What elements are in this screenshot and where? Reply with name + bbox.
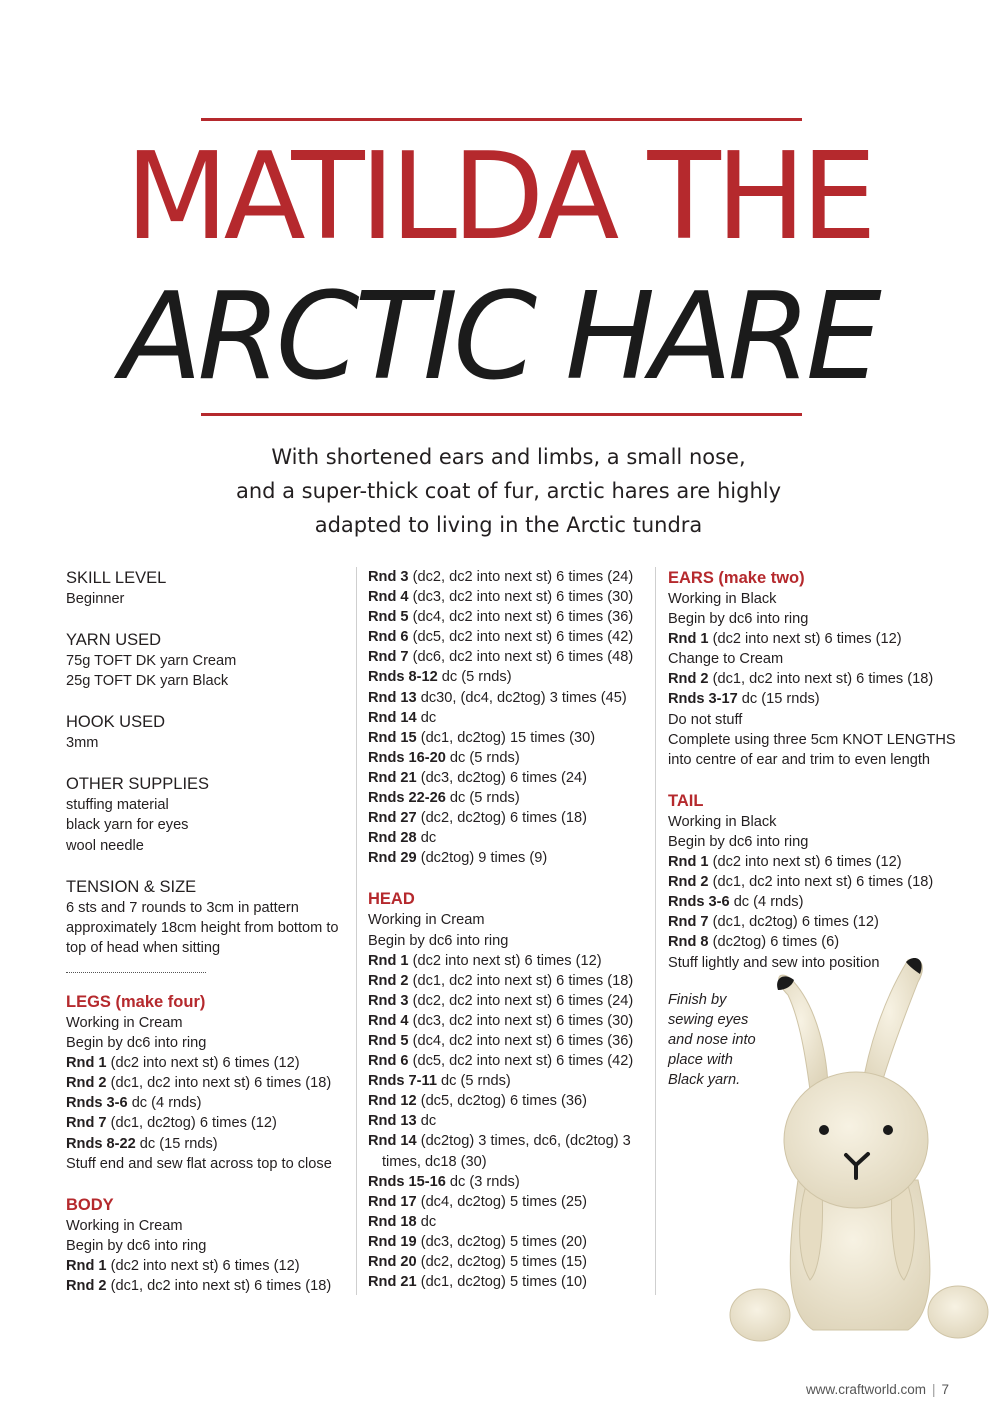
instruction-row <box>368 931 638 951</box>
round-text: (dc1, dc2tog) 5 times (10) <box>416 1274 587 1291</box>
round-label: Rnd 21 <box>368 769 417 786</box>
round-label: Rnd 8 <box>668 934 709 951</box>
page-footer <box>806 1382 949 1397</box>
instruction-row <box>66 1113 346 1133</box>
yarn-used-heading: YARN USED <box>66 631 162 650</box>
skill-level-value: Beginner <box>66 591 125 607</box>
round-text: (dc2tog) 9 times (9) <box>416 850 548 867</box>
round-text: Working in Cream <box>368 912 485 929</box>
round-label: Rnd 7 <box>66 1115 107 1132</box>
supply-line: black yarn for eyes <box>66 817 189 834</box>
yarn-line: 25g TOFT DK yarn Black <box>66 673 229 690</box>
legs-instructions <box>66 1013 346 1174</box>
round-text: Complete using three 5cm KNOT LENGTHS <box>668 731 956 748</box>
body-heading: BODY <box>66 1195 114 1214</box>
round-text: (dc1, dc2tog) 6 times (12) <box>708 914 879 931</box>
ears-heading: EARS (make two) <box>668 569 805 587</box>
head-heading: HEAD <box>368 890 415 909</box>
round-text: Working in Cream <box>66 1217 183 1234</box>
instruction-row <box>368 1071 638 1091</box>
instruction-row <box>668 812 958 832</box>
round-label: Rnd 14 <box>368 709 417 726</box>
instruction-row <box>66 1033 346 1053</box>
round-label: Rnd 3 <box>368 992 409 1009</box>
hook-value: 3mm <box>66 735 99 752</box>
round-text: (dc2, dc2tog) 6 times (18) <box>416 810 587 827</box>
instruction-row <box>368 808 638 828</box>
instruction-row <box>368 1091 638 1111</box>
column-2 <box>368 567 638 1292</box>
round-text: (dc2, dc2tog) 5 times (15) <box>416 1254 587 1270</box>
round-label: Rnd 17 <box>368 1193 417 1210</box>
round-text: Stuff lightly and sew into position <box>668 954 880 971</box>
round-text: dc <box>416 830 437 847</box>
instruction-row <box>668 649 958 669</box>
tension-heading: TENSION & SIZE <box>66 877 197 896</box>
round-label: Rnd 6 <box>368 1053 409 1070</box>
skill-level-heading: SKILL LEVEL <box>66 569 167 587</box>
round-label: Rnd 2 <box>668 874 709 891</box>
instruction-row <box>368 728 638 748</box>
round-text: (dc5, dc2tog) 6 times (36) <box>416 1093 587 1110</box>
round-label: Rnd 1 <box>66 1055 107 1072</box>
ears-instructions <box>668 589 958 770</box>
round-label: Rnd 1 <box>668 631 709 648</box>
standfirst <box>150 440 867 542</box>
instruction-row <box>668 629 958 649</box>
round-label: Rnd 3 <box>368 569 409 585</box>
round-label: Rnd 7 <box>368 649 409 666</box>
round-text: (dc5, dc2 into next st) 6 times (42) <box>408 629 634 646</box>
round-label: Rnd 2 <box>368 972 409 989</box>
standfirst-line: and a super-thick coat of fur, arctic hares are highly <box>235 479 782 503</box>
round-label: Rnds 22-26 <box>368 790 446 807</box>
caption-line: Black yarn. <box>668 1072 741 1089</box>
round-label: Rnds 15-16 <box>368 1173 446 1190</box>
instruction-row <box>668 730 958 750</box>
instruction-row <box>66 1053 346 1073</box>
round-text: Begin by dc6 into ring <box>66 1035 207 1052</box>
caption-line: place with <box>668 1052 733 1069</box>
round-text: (dc2 into next st) 6 times (12) <box>708 631 902 648</box>
round-text: Working in Cream <box>66 1014 183 1031</box>
round-label: Rnd 13 <box>368 689 417 706</box>
instruction-row <box>66 1276 346 1296</box>
instruction-row <box>368 688 638 708</box>
column-divider <box>655 567 656 1295</box>
round-label: Rnd 2 <box>66 1277 107 1294</box>
round-text: dc <box>416 1213 437 1230</box>
instruction-row <box>66 1236 346 1256</box>
round-text: (dc1, dc2tog) 15 times (30) <box>416 729 596 746</box>
instruction-row <box>668 669 958 689</box>
body-instructions <box>66 1216 346 1296</box>
round-label: Rnd 2 <box>66 1075 107 1092</box>
round-text: dc (5 rnds) <box>437 669 512 686</box>
instruction-row <box>368 971 638 991</box>
website-link[interactable]: www.craftworld.com <box>805 1382 926 1397</box>
round-text: (dc2, dc2 into next st) 6 times (24) <box>408 992 634 1009</box>
instruction-row <box>368 788 638 808</box>
round-text: dc (4 rnds) <box>127 1095 202 1112</box>
round-text: (dc1, dc2 into next st) 6 times (18) <box>708 671 934 688</box>
page-title-line2: ARCTIC HARE <box>120 268 877 407</box>
tension-line: top of head when sitting <box>66 939 221 956</box>
round-text: Begin by dc6 into ring <box>368 932 509 949</box>
instruction-row <box>368 828 638 848</box>
column-1 <box>66 567 346 1296</box>
instruction-row <box>368 587 638 607</box>
round-label: Rnd 1 <box>668 854 709 871</box>
round-text: (dc2tog) 3 times, dc6, (dc2tog) 3 times, dc18 (30) <box>382 1133 631 1170</box>
round-text: Working in Black <box>668 591 777 607</box>
round-text: (dc2 into next st) 6 times (12) <box>106 1257 300 1274</box>
round-label: Rnds 3-17 <box>668 691 738 708</box>
body-instructions-continued <box>368 567 638 868</box>
round-label: Rnds 8-12 <box>368 669 438 686</box>
title-rule-top <box>201 118 802 121</box>
round-label: Rnd 15 <box>368 729 417 746</box>
round-label: Rnd 14 <box>368 1133 417 1150</box>
instruction-row <box>368 647 638 667</box>
standfirst-line: With shortened ears and limbs, a small nose, <box>271 445 746 469</box>
instruction-row <box>66 1013 346 1033</box>
instruction-row <box>368 951 638 971</box>
tail-instructions <box>668 812 958 973</box>
round-text: dc (5 rnds) <box>445 790 520 807</box>
round-text: dc (15 rnds) <box>135 1135 218 1152</box>
round-label: Rnd 4 <box>368 589 409 606</box>
instruction-row <box>668 852 958 872</box>
round-label: Rnd 12 <box>368 1093 417 1110</box>
column-divider <box>356 567 357 1295</box>
tension-line: 6 sts and 7 rounds to 3cm in pattern <box>66 899 299 916</box>
instruction-row <box>368 1011 638 1031</box>
round-label: Rnd 21 <box>368 1274 417 1291</box>
round-text: (dc4, dc2tog) 5 times (25) <box>416 1193 587 1210</box>
other-supplies-heading: OTHER SUPPLIES <box>66 775 210 794</box>
round-label: Rnds 3-6 <box>668 894 730 911</box>
page-number: 7 <box>941 1382 949 1397</box>
round-text: dc (3 rnds) <box>445 1173 520 1190</box>
instruction-row <box>368 567 638 587</box>
instruction-row <box>368 708 638 728</box>
round-text: (dc1, dc2 into next st) 6 times (18) <box>408 972 634 989</box>
round-text: Begin by dc6 into ring <box>66 1237 207 1254</box>
round-label: Rnd 18 <box>368 1213 417 1230</box>
instruction-row <box>368 848 638 868</box>
round-label: Rnds 3-6 <box>66 1095 128 1112</box>
round-label: Rnd 4 <box>368 1012 409 1029</box>
instruction-row <box>668 832 958 852</box>
footer-separator: | <box>931 1382 936 1397</box>
instruction-row <box>368 1111 638 1131</box>
round-label: Rnd 5 <box>368 1032 409 1049</box>
hook-used-heading: HOOK USED <box>66 713 166 732</box>
round-text: (dc2tog) 6 times (6) <box>708 934 840 951</box>
round-label: Rnds 16-20 <box>368 749 446 766</box>
round-text: dc (15 rnds) <box>737 691 820 708</box>
tail-heading: TAIL <box>668 791 704 810</box>
round-text: (dc5, dc2 into next st) 6 times (42) <box>408 1053 634 1070</box>
round-label: Rnd 29 <box>368 850 417 867</box>
round-text: (dc2 into next st) 6 times (12) <box>408 952 602 969</box>
round-text: dc30, (dc4, dc2tog) 3 times (45) <box>416 689 627 706</box>
crochet-hare-photo <box>728 950 990 1345</box>
instruction-row <box>66 1093 346 1113</box>
instruction-row <box>66 1073 346 1093</box>
round-text: (dc2, dc2 into next st) 6 times (24) <box>408 569 634 585</box>
round-label: Rnd 6 <box>368 629 409 646</box>
round-label: Rnd 27 <box>368 810 417 827</box>
yarn-line: 75g TOFT DK yarn Cream <box>66 653 237 670</box>
round-text: Begin by dc6 into ring <box>668 833 809 850</box>
round-text: (dc3, dc2 into next st) 6 times (30) <box>408 589 634 606</box>
instruction-row <box>368 1252 638 1272</box>
instruction-row <box>668 912 958 932</box>
round-text: dc <box>416 709 437 726</box>
caption-line: sewing eyes <box>668 1012 749 1029</box>
round-text: dc (4 rnds) <box>729 894 804 911</box>
round-text: dc <box>416 1113 437 1130</box>
page-title-line1: MATILDA THE <box>125 128 872 267</box>
instruction-row <box>368 910 638 930</box>
round-text: (dc4, dc2 into next st) 6 times (36) <box>408 609 634 626</box>
instruction-row <box>66 1154 346 1174</box>
round-text: (dc1, dc2 into next st) 6 times (18) <box>106 1075 332 1092</box>
round-label: Rnd 13 <box>368 1113 417 1130</box>
round-text: (dc1, dc2 into next st) 6 times (18) <box>106 1277 332 1294</box>
round-text: (dc6, dc2 into next st) 6 times (48) <box>408 649 634 666</box>
instruction-row <box>668 872 958 892</box>
round-label: Rnds 8-22 <box>66 1135 136 1152</box>
instruction-row <box>668 710 958 730</box>
round-text: (dc3, dc2 into next st) 6 times (30) <box>408 1012 634 1029</box>
round-label: Rnd 19 <box>368 1233 417 1250</box>
instruction-row <box>368 1192 638 1212</box>
dotted-separator <box>66 958 206 973</box>
instruction-row <box>368 991 638 1011</box>
round-label: Rnd 1 <box>368 952 409 969</box>
round-text: (dc4, dc2 into next st) 6 times (36) <box>408 1032 634 1049</box>
instruction-row <box>368 768 638 788</box>
round-text: Begin by dc6 into ring <box>668 611 809 628</box>
round-text: Stuff end and sew flat across top to close <box>66 1155 332 1172</box>
round-text: Working in Black <box>668 813 777 830</box>
instruction-row <box>668 609 958 629</box>
round-label: Rnd 7 <box>668 914 709 931</box>
head-instructions <box>368 910 638 1292</box>
supply-line: stuffing material <box>66 797 169 814</box>
column-3 <box>668 567 958 973</box>
round-label: Rnd 2 <box>668 671 709 688</box>
instruction-row <box>368 1172 638 1192</box>
round-text: (dc3, dc2tog) 6 times (24) <box>416 769 587 786</box>
supply-line: wool needle <box>66 837 144 854</box>
instruction-row <box>368 1051 638 1071</box>
title-rule-bottom <box>201 413 802 416</box>
round-text: (dc2 into next st) 6 times (12) <box>106 1055 300 1072</box>
instruction-row <box>368 1232 638 1252</box>
instruction-row <box>368 1131 638 1171</box>
round-label: Rnd 28 <box>368 830 417 847</box>
instruction-row <box>668 589 958 609</box>
instruction-row <box>368 667 638 687</box>
round-text: (dc2 into next st) 6 times (12) <box>708 854 902 871</box>
instruction-row <box>668 689 958 709</box>
legs-heading: LEGS (make four) <box>66 992 206 1011</box>
instruction-row <box>66 1134 346 1154</box>
instruction-row <box>368 1272 638 1292</box>
tension-line: approximately 18cm height from bottom to <box>66 919 339 936</box>
caption-line: Finish by <box>668 992 727 1008</box>
round-text: (dc1, dc2 into next st) 6 times (18) <box>708 874 934 891</box>
round-label: Rnds 7-11 <box>368 1073 437 1090</box>
round-text: (dc1, dc2tog) 6 times (12) <box>106 1115 277 1132</box>
round-label: Rnd 5 <box>368 609 409 626</box>
round-label: Rnd 20 <box>368 1254 417 1270</box>
round-text: dc (5 rnds) <box>436 1073 511 1090</box>
round-text: dc (5 rnds) <box>445 749 520 766</box>
round-text: into centre of ear and trim to even length <box>668 751 931 768</box>
instruction-row <box>368 607 638 627</box>
instruction-row <box>368 748 638 768</box>
round-text: (dc3, dc2tog) 5 times (20) <box>416 1233 587 1250</box>
instruction-row <box>668 750 958 770</box>
instruction-row <box>368 627 638 647</box>
standfirst-line: adapted to living in the Arctic tundra <box>314 513 703 537</box>
round-text: Do not stuff <box>668 711 743 728</box>
instruction-row <box>66 1256 346 1276</box>
caption-line: and nose into <box>668 1032 756 1049</box>
round-text: Change to Cream <box>668 651 784 668</box>
round-label: Rnd 1 <box>66 1257 107 1274</box>
instruction-row <box>368 1212 638 1232</box>
instruction-row <box>368 1031 638 1051</box>
instruction-row <box>668 892 958 912</box>
instruction-row <box>66 1216 346 1236</box>
